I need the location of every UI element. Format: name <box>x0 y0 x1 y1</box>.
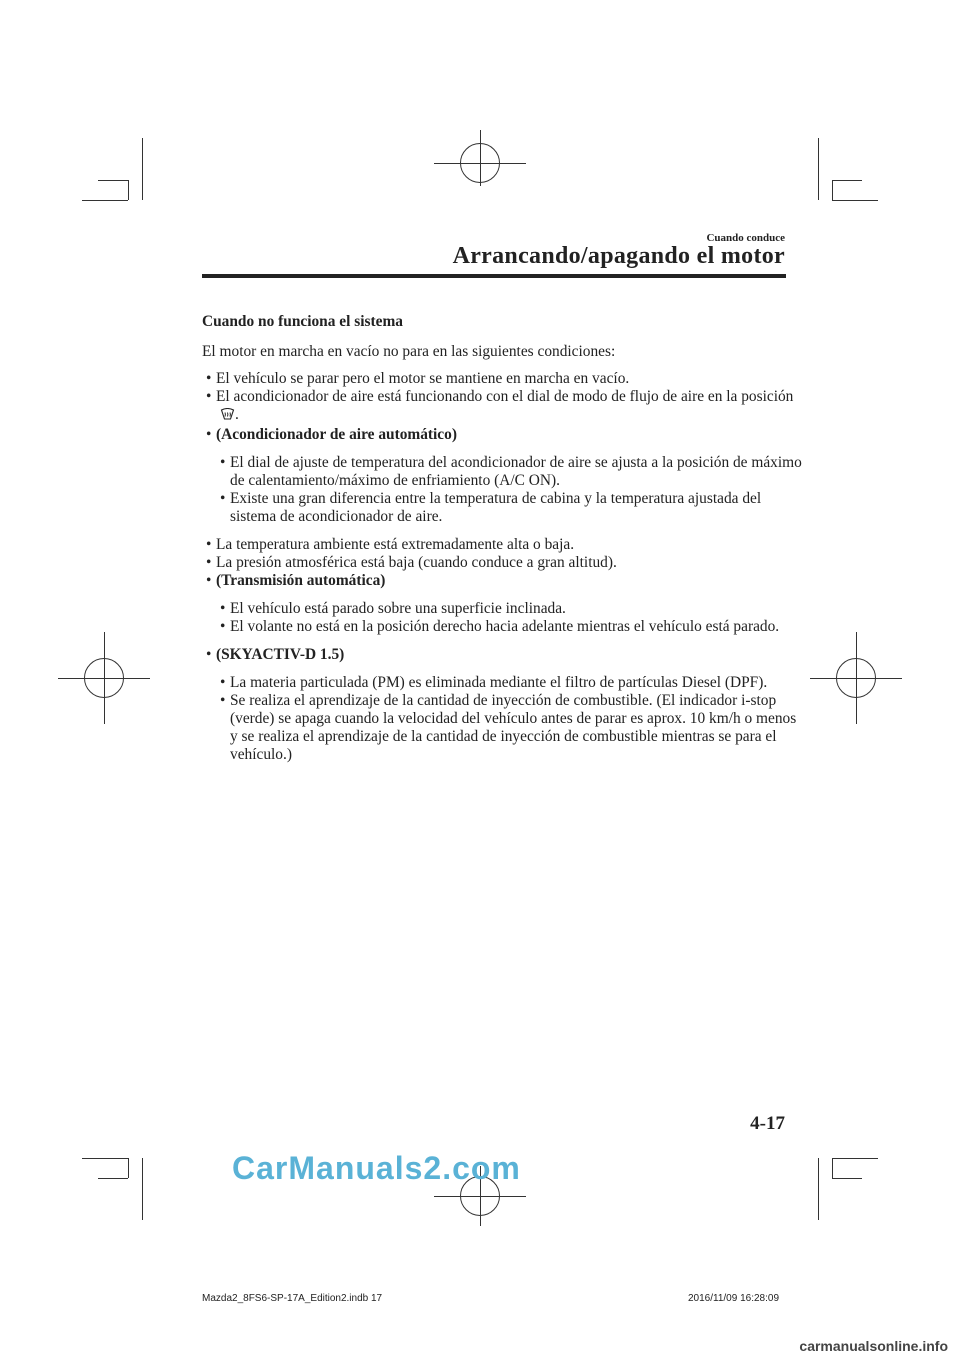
list-item <box>216 490 802 526</box>
list-item <box>216 674 802 692</box>
list-item <box>216 692 802 764</box>
sublist <box>216 454 802 526</box>
crop-mark-line <box>832 180 833 200</box>
crop-mark-line <box>832 180 862 181</box>
bullet: • <box>206 388 212 405</box>
bullet: • <box>220 674 226 691</box>
crop-mark-line <box>832 1158 878 1159</box>
list-item-text: (Transmisión automática) <box>216 572 386 589</box>
bullet: • <box>206 572 212 589</box>
crop-mark-line <box>128 1158 129 1178</box>
list-item-text: La presión atmosférica está baja (cuando conduce a gran altitud). <box>216 554 617 571</box>
sublist <box>216 600 802 636</box>
source-watermark: carmanualsonline.info <box>799 1338 948 1354</box>
list-item-text: La temperatura ambiente está extremadamente alta o baja. <box>216 536 575 553</box>
list-item-text: (SKYACTIV-D 1.5) <box>216 646 345 663</box>
list-item <box>202 370 802 388</box>
list-item <box>216 618 802 636</box>
watermark: CarManuals2.com <box>232 1150 521 1186</box>
intro-text: El motor en marcha en vacío no para en las siguientes condiciones: <box>202 343 616 360</box>
defroster-icon <box>220 408 235 426</box>
main-content <box>202 313 802 764</box>
page-number: 4-17 <box>750 1113 785 1134</box>
crop-mark-line <box>82 200 128 201</box>
list-item <box>216 454 802 490</box>
footer-file: Mazda2_8FS6-SP-17A_Edition2.indb 17 <box>202 1293 383 1304</box>
sublist <box>216 674 802 764</box>
crop-mark-line <box>832 200 878 201</box>
list-item <box>202 426 802 444</box>
list-item-text: El dial de ajuste de temperatura del acondicionador de aire se ajusta a la posición de máximo de calentamiento/máximo de enfriamiento (A/C ON). <box>230 454 802 489</box>
list-item-text: Se realiza el aprendizaje de la cantidad de inyección de combustible. (El indicador i-stop (verde) se apaga cuando la velocidad del vehículo antes de parar es aprox. 10 km/h o menos y se realiza el aprendizaje de la cantidad de inyección de combustible mientras se para el vehículo.) <box>230 692 797 763</box>
list-item-text: El volante no está en la posición derecho hacia adelante mientras el vehículo está parado. <box>230 618 780 635</box>
crop-mark-line <box>128 180 129 200</box>
bullet: • <box>206 646 212 663</box>
list-item <box>202 388 802 426</box>
list-item-text: El acondicionador de aire está funcionando con el dial de modo de flujo de aire en la posición <box>216 388 794 405</box>
crop-mark-line <box>142 138 143 200</box>
crop-mark-line <box>818 138 819 200</box>
bullet: • <box>206 536 212 553</box>
title-rule <box>202 274 786 278</box>
list-item-text: El vehículo está parado sobre una superficie inclinada. <box>230 600 566 617</box>
crop-mark-line <box>832 1178 862 1179</box>
page-title: Arrancando/apagando el motor <box>452 243 785 269</box>
list-item <box>216 600 802 618</box>
crop-mark-line <box>82 1158 128 1159</box>
crop-mark-line <box>142 1158 143 1220</box>
list-item <box>202 572 802 590</box>
list-item-text: El vehículo se parar pero el motor se mantiene en marcha en vacío. <box>216 370 630 387</box>
crop-mark-line <box>98 180 128 181</box>
crop-mark-line <box>818 1158 819 1220</box>
bullet: • <box>220 454 226 471</box>
period: . <box>235 406 239 423</box>
list-item-text: Existe una gran diferencia entre la temperatura de cabina y la temperatura ajustada del sistema de acondicionador de aire. <box>230 490 762 525</box>
list-item <box>202 536 802 554</box>
footer-timestamp: 2016/11/09 16:28:09 <box>688 1293 780 1304</box>
list-item-text: La materia particulada (PM) es eliminada mediante el filtro de partículas Diesel (DPF). <box>230 674 768 691</box>
list-item <box>202 554 802 572</box>
section-heading: Cuando no funciona el sistema <box>202 313 403 330</box>
bullet: • <box>206 370 212 387</box>
list-item-text: (Acondicionador de aire automático) <box>216 426 457 443</box>
bullet: • <box>220 618 226 635</box>
bullet: • <box>220 490 226 507</box>
bullet: • <box>220 692 226 709</box>
crop-mark-line <box>832 1158 833 1178</box>
crop-mark-line <box>98 1178 128 1179</box>
bullet: • <box>206 554 212 571</box>
list-item <box>202 646 802 664</box>
bullet: • <box>220 600 226 617</box>
bullet: • <box>206 426 212 443</box>
section-label: Cuando conduce <box>706 232 785 244</box>
